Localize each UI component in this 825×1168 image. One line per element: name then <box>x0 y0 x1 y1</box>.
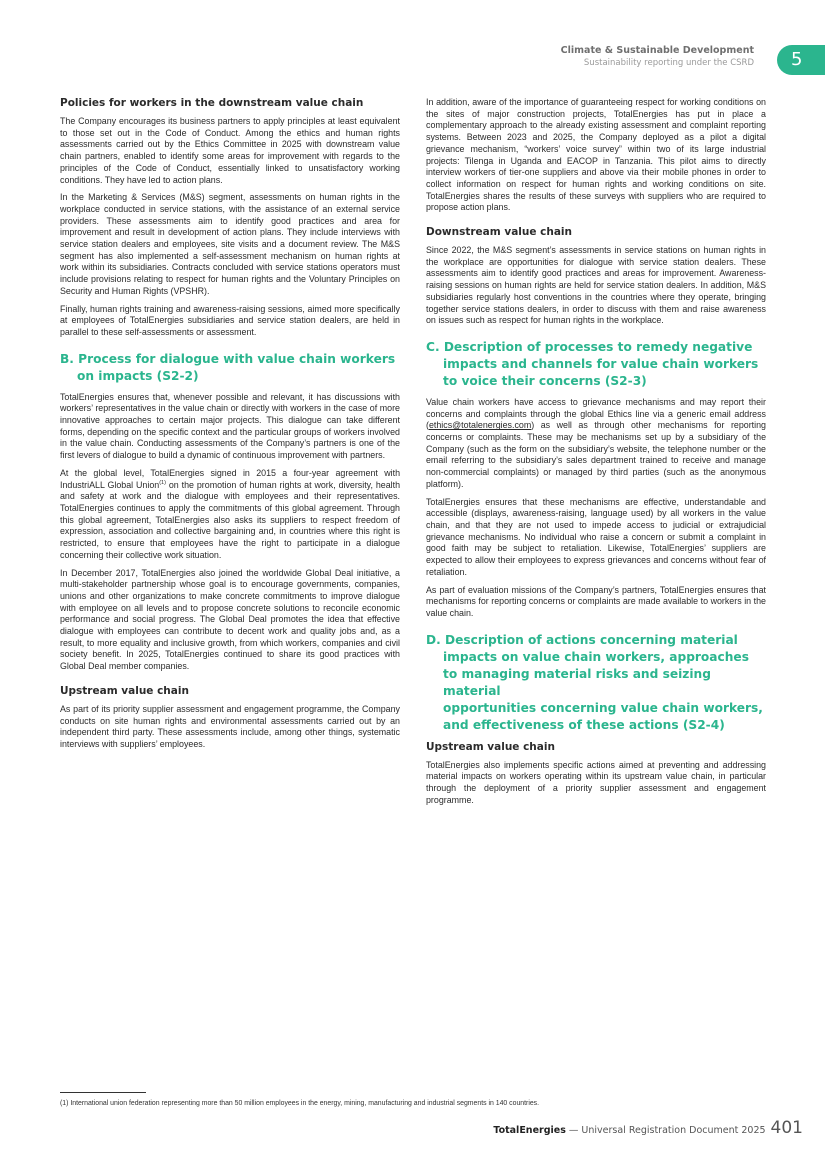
section-heading-c-line: to voice their concerns (S2-3) <box>443 373 647 388</box>
heading-upstream: Upstream value chain <box>60 684 189 697</box>
section-heading-b <box>60 351 400 385</box>
left-column <box>60 97 400 757</box>
heading-downstream: Downstream value chain <box>426 226 572 239</box>
section-heading-d-line: D. Description of actions concerning material <box>426 632 738 647</box>
section-heading-c <box>426 339 766 390</box>
section-heading-b-line: on impacts (S2-2) <box>77 368 199 383</box>
paragraph: TotalEnergies also implements specific actions aimed at preventing and addressing material impacts on workers operating within its upstream value chain, in particular through the deployment of a priority supplier assessment and engagement programme. <box>426 759 766 805</box>
section-heading-c-line: impacts and channels for value chain workers <box>443 356 759 371</box>
running-header <box>561 45 754 69</box>
paragraph <box>426 397 766 491</box>
paragraph: TotalEnergies ensures that, whenever possible and relevant, it has discussions with workers’ representatives in the value chain or directly with workers in the case of more innovative approaches to certain major projects. This dialogue can take different forms, depending on the specific context and the particular groups of workers involved in the value chain. Conducting assessments of the Company’s partners is one of the first levers of dialogue to build a dynamic of continuous improvement with partners. <box>60 391 400 461</box>
header-subtitle: Sustainability reporting under the CSRD <box>583 58 754 68</box>
footnote-divider <box>60 1092 146 1093</box>
section-heading-d <box>426 632 766 734</box>
section-heading-d-line: impacts on value chain workers, approaches <box>443 649 749 664</box>
footnote-ref: (1) <box>159 479 166 486</box>
paragraph: As part of evaluation missions of the Company’s partners, TotalEnergies ensures that mechanisms for reporting concerns or complaints are made available to workers in the value chain. <box>426 584 766 618</box>
section-heading-d-line: and effectiveness of these actions (S2-4) <box>443 717 725 732</box>
paragraph: As part of its priority supplier assessment and engagement programme, the Company conducts on site human rights and environmental assessments carried out by an independent third party. These assessments include, among other things, systematic interviews with suppliers’ employees. <box>60 703 400 749</box>
section-heading-c-line: C. Description of processes to remedy negative <box>426 339 753 354</box>
section-heading-d-line: opportunities concerning value chain workers, <box>443 700 763 715</box>
heading-upstream-right: Upstream value chain <box>426 740 555 753</box>
paragraph-text: ) as well as through other mechanisms for reporting concerns or complaints. These may be mechanisms set up by a subsidiary of the Company (such as the form on the subsidiary’s website, the telephone number or the email referring to the subsidiary’s sales department trained to receive and manage non-commercial complaints) or managed by third parties (such as the anonymous platform). <box>426 420 766 489</box>
paragraph: Finally, human rights training and awareness-raising sessions, aimed more specifically at employees of TotalEnergies subsidiaries and service station dealers, are held in parallel to these self-assessments or assessment. <box>60 303 400 337</box>
paragraph-text: on the promotion of human rights at work, diversity, health and safety at work and the dialogue with employees and their representatives. TotalEnergies continues to apply the commitments of this global agreement. Through this global agreement, TotalEnergies also asks its suppliers to respect freedom of expression, association and collective bargaining and, in countries where this right is restricted, to ensure that employees have the right to participate in a dialogue concerning their collective work situation. <box>60 479 401 560</box>
footnote: (1) International union federation representing more than 50 million employees in the energy, mining, manufacturing and industrial segments in 140 countries. <box>60 1100 540 1107</box>
paragraph: In the Marketing & Services (M&S) segment, assessments on human rights in the workplace conducted in service stations, with the assistance of an external service providers. These assessments aim to identify good practices and area for improvement and result in development of action plans. They include interviews with service station dealers and employees, site visits and a document review. The M&S segment has also implemented a self-assessment mechanism on human rights at work within its subsidiaries. Contracts concluded with service stations operators must include provisions relating to respect for human rights and the Voluntary Principles on Security and Human Rights (VPSHR). <box>60 192 400 296</box>
chapter-badge: 5 <box>777 45 825 75</box>
right-column <box>426 97 766 812</box>
footer-document-title: — Universal Registration Document 2025 <box>565 1125 766 1136</box>
paragraph-text: Value chain workers have access to grievance mechanisms and may report their concerns and complaints through the global Ethics line via a generic email address ( <box>426 396 766 431</box>
page-number: 401 <box>770 1118 803 1138</box>
header-title: Climate & Sustainable Development <box>560 45 754 56</box>
paragraph: Since 2022, the M&S segment’s assessments in service stations on human rights in the workplace are opportunities for dialogue with service station dealers. These assessments aim to identify good practices and areas for improvement. Awareness-raising sessions on human rights are held for service station dealers. In addition, M&S subsidiaries regularly host conventions in the countries where they operate, bringing together service stations dealers, in order to discuss with them and raise awareness on issues such as respect for human rights in the workplace. <box>426 245 766 326</box>
section-heading-d-line: to managing material risks and seizing material <box>443 666 711 698</box>
section-heading-b-line: B. Process for dialogue with value chain workers <box>60 351 396 366</box>
page-footer <box>493 1118 803 1138</box>
paragraph: In addition, aware of the importance of guaranteeing respect for working conditions on the sites of major construction projects, TotalEnergies has put in place a complementary approach to the already existing assessment and complaint reporting systems. Between 2023 and 2025, the Company deployed as a pilot a digital grievance mechanism, “workers’ voice survey” within two of its large industrial projects: Tilenga in Uganda and EACOP in Tanzania. This pilot aims to directly interview workers of tier-one suppliers and above via their mobile phones in order to collect information on respect for human rights and working conditions on site. TotalEnergies shares the results of these surveys with suppliers who are required to propose action plans. <box>426 97 766 213</box>
ethics-email-link[interactable]: ethics@totalenergies.com <box>428 420 532 431</box>
paragraph: TotalEnergies ensures that these mechanisms are effective, understandable and accessible (displays, awareness-raising, language used) by all workers in the value chain, and that they are not used to impede access to judicial or extrajudicial grievance mechanisms. No individual who raise a concern or submit a complaint in good faith may be subject to retaliation. Likewise, TotalEnergies’ suppliers are expected to allow their employees to express grievances and concerns without fear of retaliation. <box>426 496 766 577</box>
footer-brand: TotalEnergies <box>493 1125 566 1136</box>
paragraph-text: At the global level, TotalEnergies signed in 2015 a four-year agreement with IndustriALL Global Union <box>60 467 400 490</box>
paragraph: The Company encourages its business partners to apply principles at least equivalent to those set out in the Code of Conduct. Among the ethics and human rights assessments carried out by the Ethics Committee in 2025 with downstream value chain partners, enabled to identify some areas for improvement with regards to the principles of the Code of Conduct, essentially linked to unsatisfactory working conditions. They have led to action plans. <box>60 116 400 185</box>
heading-policies-downstream: Policies for workers in the downstream value chain <box>60 97 364 109</box>
paragraph <box>60 468 400 562</box>
paragraph: In December 2017, TotalEnergies also joined the worldwide Global Deal initiative, a multi-stakeholder partnership whose goal is to encourage governments, companies, unions and other organizations to make concrete commitments to improve dialogue with employee on all levels and to propose concrete solutions to reconcile economic performance and social progress. The Global Deal promotes the idea that effective dialogue with employees can contribute to decent work and quality jobs and, as a result, to more equality and inclusive growth, from which workers, companies and civil society benefit. In 2025, TotalEnergies continued to share its good practices with Global Deal member companies. <box>60 567 400 672</box>
